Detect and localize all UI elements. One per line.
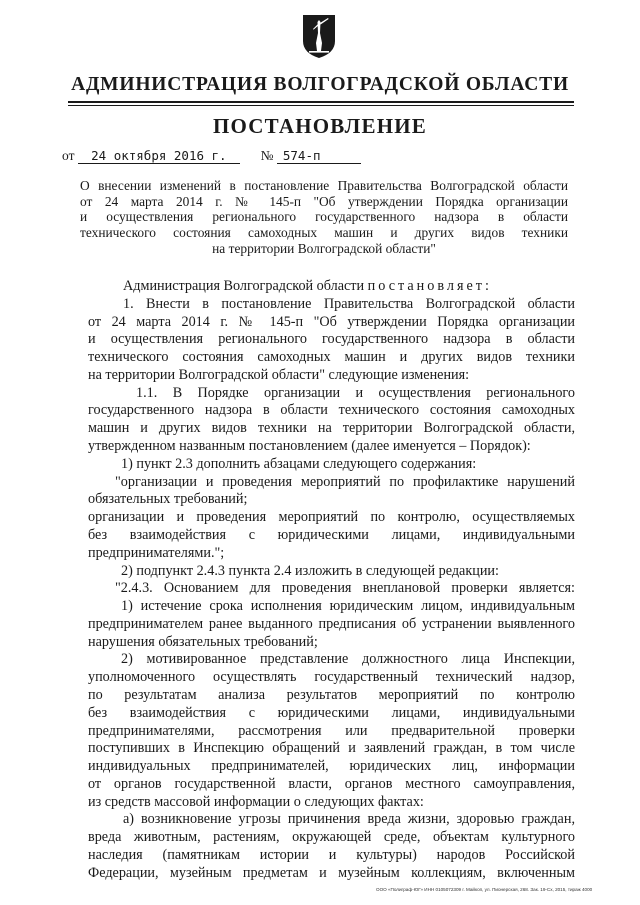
body-line: 1.1. В Порядке организации и осуществления регионального [136, 384, 575, 401]
subject-line: от 24 марта 2014 г. № 145-п "Об утверждении Порядка организации [80, 193, 568, 209]
body-line: 2) мотивированное представление должностного лица Инспекции, [121, 651, 575, 668]
body-line: а) возникновение угрозы причинения вреда жизни, здоровью граждан, [123, 811, 575, 828]
body-line: технического состояния самоходных машин и других видов техники [88, 349, 575, 366]
body-line: утвержденном названным постановлением (далее именуется – Порядок): [88, 438, 531, 455]
body-line: предпринимателями."; [88, 544, 225, 561]
body-line: из средств массовой информации о следующих фактах: [88, 793, 424, 810]
body-line: наследия (памятникам истории и культуры) народов Российской [88, 847, 575, 863]
body-line: уполномоченного осуществлять государственный технический надзор, [88, 669, 575, 686]
body-line: на территории Волгоградской области" следующие изменения: [88, 366, 470, 383]
body-line: государственного надзора в области технического состояния самоходных [88, 402, 575, 419]
printer-imprint: ООО «Полиграф-ЮГ» ИНН 0105072309 г. Майкоп, ул. Пионерская, 268. Зак. 19-Сх, 2015, тираж 4000 [376, 887, 593, 892]
header-divider [68, 101, 574, 106]
intro-prefix: Администрация Волгоградской области [123, 278, 365, 294]
document-type-title: ПОСТАНОВЛЕНИЕ [212, 114, 428, 138]
document-number: 574-п [277, 148, 361, 164]
body-line: поступивших в Инспекцию обращений и заявлений граждан, в том числе [88, 740, 575, 757]
date-prefix: от [62, 148, 75, 163]
body-line: обязательных требований; [88, 491, 248, 508]
body-line: по результатам анализа результатов мероприятий по контролю [88, 686, 575, 703]
intro-verb: постановляет: [367, 278, 492, 294]
body-line: от 24 марта 2014 г. № 145-п "Об утверждении Порядка организации [88, 313, 575, 330]
document-body [88, 278, 575, 883]
body-line: машин и других видов техники на территории Волгоградской области, [88, 420, 575, 437]
organization-title: АДМИНИСТРАЦИЯ ВОЛГОГРАДСКОЙ ОБЛАСТИ [71, 74, 569, 95]
body-line: вреда животным, растениям, окружающей среде, объектам культурного [88, 829, 575, 846]
subject-line: и осуществления регионального государственного надзора в области [80, 209, 568, 225]
date-number-line [62, 148, 361, 164]
body-line: предпринимателями, рассмотрения или предварительной проверки [88, 722, 575, 739]
volgograd-coat-of-arms-emblem [301, 13, 337, 59]
body-line: без взаимодействия с юридическими лицами, индивидуальными [88, 526, 575, 543]
body-line: 1. Внести в постановление Правительства Волгоградской области [123, 295, 575, 312]
body-line: от органов государственной власти, органов местного самоуправления, [88, 775, 575, 792]
body-line: "организации и проведения мероприятий по профилактике нарушений [115, 473, 575, 490]
subject-line: О внесении изменений в постановление Правительства Волгоградской области [80, 178, 568, 193]
body-line: организации и проведения мероприятий по контролю, осуществляемых [88, 509, 575, 526]
body-intro [88, 278, 575, 296]
body-line: нарушения обязательных требований; [88, 633, 318, 650]
body-line: и осуществления регионального государственного надзора в области [88, 331, 575, 348]
body-line: Федерации, музейным предметам и музейным коллекциям, включенным [88, 864, 575, 881]
body-line: 2) подпункт 2.4.3 пункта 2.4 изложить в следующей редакции: [121, 562, 499, 579]
number-prefix: № [260, 148, 274, 163]
subject-line: технического состояния самоходных машин и других видов техники [80, 225, 568, 241]
document-date: 24 октября 2016 г. [78, 148, 240, 164]
body-line: "2.4.3. Основанием для проведения внеплановой проверки является: [115, 580, 575, 597]
body-line: без взаимодействия с юридическими лицами, индивидуальными [88, 704, 575, 721]
body-line: предпринимателем ранее выданного предписания об устранении выявленного [88, 615, 575, 632]
body-line: 1) истечение срока исполнения юридическим лицом, индивидуальным [121, 598, 575, 615]
body-line: 1) пункт 2.3 дополнить абзацами следующего содержания: [121, 455, 477, 472]
subject-line: на территории Волгоградской области" [212, 240, 436, 256]
document-subject [80, 178, 568, 257]
body-line: индивидуальных предпринимателей, юридических лиц, информации [88, 758, 575, 775]
